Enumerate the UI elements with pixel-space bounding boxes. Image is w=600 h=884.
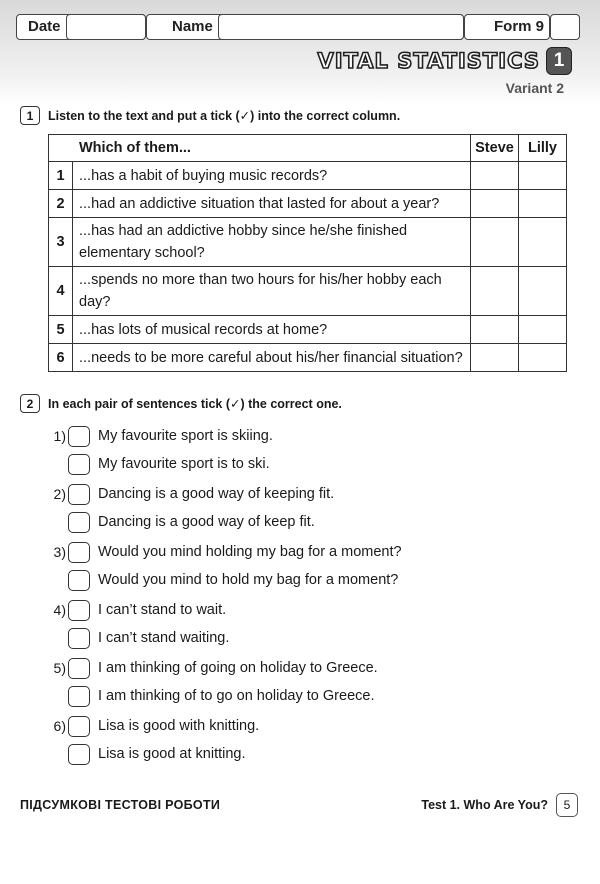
- unit-number-badge: 1: [546, 47, 572, 75]
- row-number: 4: [49, 267, 73, 316]
- sentence-pair-5: [44, 654, 378, 710]
- col-header-steve: Steve: [471, 135, 519, 162]
- tick-checkbox[interactable]: [68, 716, 90, 737]
- row-question: ...spends no more than two hours for his/her hobby each day?: [73, 267, 471, 316]
- sentence-option-a: I can’t stand to wait.: [98, 602, 227, 618]
- sentence-pair-4: [44, 596, 229, 652]
- tick-checkbox[interactable]: [68, 542, 90, 563]
- row-question: ...needs to be more careful about his/her financial situation?: [73, 344, 471, 372]
- sentence-option-a: My favourite sport is skiing.: [98, 428, 273, 444]
- tick-cell-steve[interactable]: [471, 344, 519, 372]
- tick-checkbox[interactable]: [68, 686, 90, 707]
- table-header-row: [49, 135, 567, 162]
- sentence-option-a: I am thinking of going on holiday to Greece.: [98, 660, 378, 676]
- sentence-option-b: My favourite sport is to ski.: [98, 456, 270, 472]
- table-row: [49, 316, 567, 344]
- task2-number: 2: [20, 394, 40, 413]
- sentence-pair-1: [44, 422, 273, 478]
- date-label: Date: [28, 18, 61, 35]
- row-question: ...has lots of musical records at home?: [73, 316, 471, 344]
- tick-checkbox[interactable]: [68, 426, 90, 447]
- sentence-option-b: Dancing is a good way of keep fit.: [98, 514, 315, 530]
- row-question: ...has a habit of buying music records?: [73, 162, 471, 190]
- task1-number: 1: [20, 106, 40, 125]
- tick-checkbox[interactable]: [68, 744, 90, 765]
- sentence-option-b: I am thinking of to go on holiday to Greece.: [98, 688, 375, 704]
- tick-cell-steve[interactable]: [471, 218, 519, 267]
- sentence-option-b: Would you mind to hold my bag for a moment?: [98, 572, 399, 588]
- pair-number: 2): [53, 486, 66, 502]
- footer-test-title: Test 1. Who Are You?: [421, 798, 548, 812]
- form-label: Form 9: [494, 18, 545, 35]
- task2-instruction: In each pair of sentences tick (✓) the correct one.: [48, 397, 342, 411]
- tick-cell-lilly[interactable]: [519, 162, 567, 190]
- tick-cell-lilly[interactable]: [519, 316, 567, 344]
- sentence-option-a: Would you mind holding my bag for a moment?: [98, 544, 402, 560]
- sentence-option-a: Lisa is good with knitting.: [98, 718, 260, 734]
- row-number: 2: [49, 190, 73, 218]
- sentence-option-a: Dancing is a good way of keeping fit.: [98, 486, 335, 502]
- table-row: [49, 218, 567, 267]
- tick-checkbox[interactable]: [68, 454, 90, 475]
- tick-cell-lilly[interactable]: [519, 218, 567, 267]
- pair-number: 6): [53, 718, 66, 734]
- tick-checkbox[interactable]: [68, 658, 90, 679]
- tick-cell-steve[interactable]: [471, 267, 519, 316]
- tick-checkbox[interactable]: [68, 570, 90, 591]
- tick-cell-lilly[interactable]: [519, 267, 567, 316]
- col-header-question: Which of them...: [49, 135, 471, 162]
- tick-checkbox[interactable]: [68, 600, 90, 621]
- student-info-row: [0, 14, 600, 40]
- tick-checkbox[interactable]: [68, 484, 90, 505]
- table-row: [49, 344, 567, 372]
- table-row: [49, 190, 567, 218]
- pair-number: 1): [53, 428, 66, 444]
- tick-cell-lilly[interactable]: [519, 190, 567, 218]
- pair-number: 4): [53, 602, 66, 618]
- task1-header: [20, 106, 400, 125]
- task2-header: [20, 394, 342, 413]
- row-question: ...has had an addictive hobby since he/she finished elementary school?: [73, 218, 471, 267]
- sentence-option-b: Lisa is good at knitting.: [98, 746, 246, 762]
- tick-cell-steve[interactable]: [471, 162, 519, 190]
- row-number: 5: [49, 316, 73, 344]
- tick-cell-lilly[interactable]: [519, 344, 567, 372]
- name-field[interactable]: [218, 14, 464, 40]
- pair-number: 5): [53, 660, 66, 676]
- table-row: [49, 267, 567, 316]
- footer-series-title: ПІДСУМКОВІ ТЕСТОВІ РОБОТИ: [20, 798, 221, 812]
- unit-title-text: VITAL STATISTICS: [317, 49, 540, 73]
- name-label: Name: [172, 18, 213, 35]
- page-number: 5: [556, 793, 578, 817]
- task1-instruction: Listen to the text and put a tick (✓) into the correct column.: [48, 109, 401, 123]
- row-question: ...had an addictive situation that lasted for about a year?: [73, 190, 471, 218]
- sentence-pair-2: [44, 480, 334, 536]
- row-number: 1: [49, 162, 73, 190]
- tick-cell-steve[interactable]: [471, 316, 519, 344]
- form-extra-field[interactable]: [550, 14, 580, 40]
- tick-checkbox[interactable]: [68, 628, 90, 649]
- tick-cell-steve[interactable]: [471, 190, 519, 218]
- sentence-pair-3: [44, 538, 402, 594]
- row-number: 3: [49, 218, 73, 267]
- sentence-option-b: I can’t stand waiting.: [98, 630, 230, 646]
- variant-label: Variant 2: [505, 80, 564, 96]
- pair-number: 3): [53, 544, 66, 560]
- unit-title: [318, 46, 572, 76]
- listening-table: [48, 134, 567, 372]
- row-number: 6: [49, 344, 73, 372]
- table-row: [49, 162, 567, 190]
- sentence-pair-6: [44, 712, 259, 768]
- tick-checkbox[interactable]: [68, 512, 90, 533]
- date-field[interactable]: [66, 14, 146, 40]
- col-header-lilly: Lilly: [519, 135, 567, 162]
